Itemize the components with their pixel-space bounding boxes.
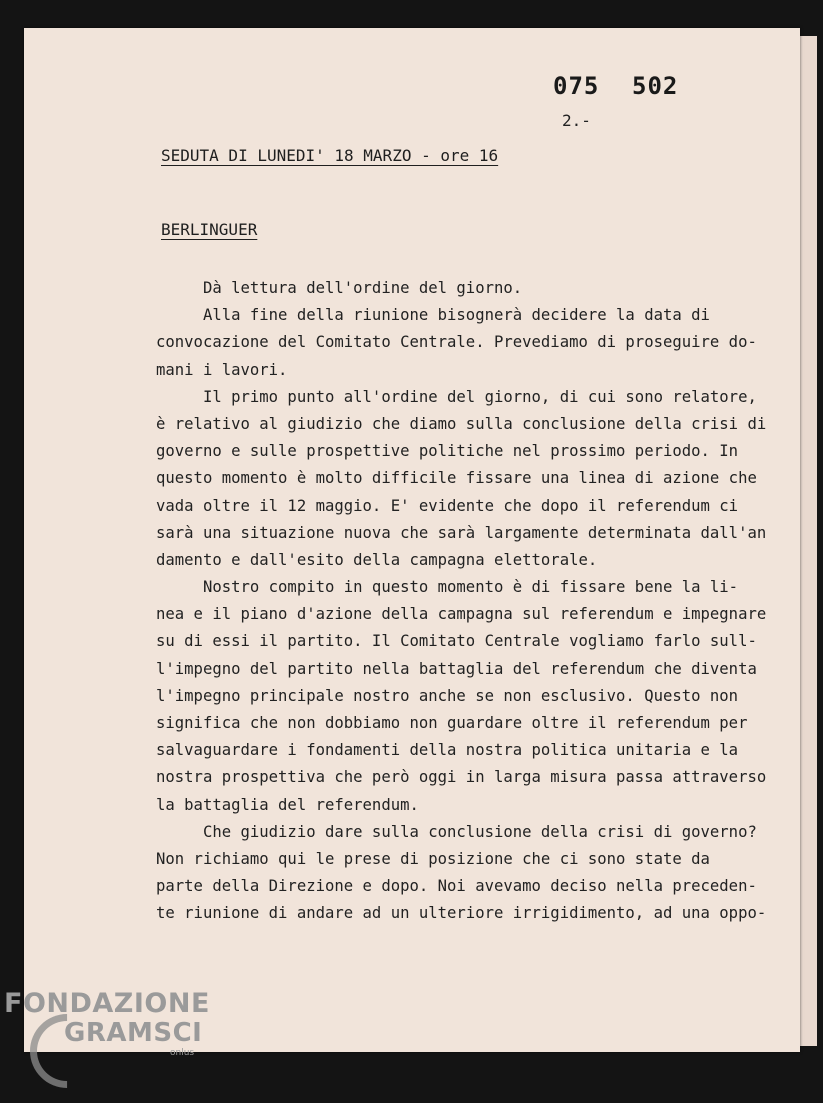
- speaker-heading: BERLINGUER: [161, 220, 258, 239]
- body-line: nostra prospettiva che però oggi in larga misura passa attraverso: [156, 768, 767, 787]
- body-line: la battaglia del referendum.: [156, 795, 419, 814]
- body-line: Il primo punto all'ordine del giorno, di cui sono relatore,: [156, 387, 757, 406]
- body-line: damento e dall'esito della campagna elettorale.: [156, 550, 598, 569]
- body-line: sarà una situazione nuova che sarà largamente determinata dall'an: [156, 523, 767, 542]
- watermark-line-3: onlus: [170, 1048, 195, 1058]
- watermark-line-2: GRAMSCI: [64, 1018, 203, 1048]
- body-line: questo momento è molto difficile fissare una linea di azione che: [156, 469, 757, 488]
- body-line: nea e il piano d'azione della campagna sul referendum e impegnare: [156, 605, 767, 624]
- body-line: mani i lavori.: [156, 360, 288, 379]
- body-line: Non richiamo qui le prese di posizione che ci sono state da: [156, 849, 710, 868]
- body-line: l'impegno del partito nella battaglia del referendum che diventa: [156, 659, 757, 678]
- watermark-line-1: FONDAZIONE: [4, 988, 210, 1019]
- body-line: è relativo al giudizio che diamo sulla conclusione della crisi di: [156, 414, 767, 433]
- body-line: Che giudizio dare sulla conclusione della crisi di governo?: [156, 822, 757, 841]
- watermark-logo: [4, 988, 210, 1058]
- body-line: Dà lettura dell'ordine del giorno.: [156, 279, 523, 297]
- body-line: Nostro compito in questo momento è di fissare bene la li-: [156, 578, 739, 597]
- body-line: convocazione del Comitato Centrale. Prevediamo di proseguire do-: [156, 333, 757, 352]
- body-line: su di essi il partito. Il Comitato Centrale vogliamo farlo sull-: [156, 632, 757, 651]
- body-line: te riunione di andare ad un ulteriore irrigidimento, ad una oppo-: [156, 904, 767, 923]
- archive-stamp-number-2: 502: [632, 72, 679, 100]
- body-line: Alla fine della riunione bisognerà decidere la data di: [156, 306, 710, 325]
- page-number: 2.-: [562, 111, 591, 130]
- body-line: parte della Direzione e dopo. Noi avevamo deciso nella preceden-: [156, 877, 757, 896]
- body-text: [156, 275, 784, 928]
- body-line: governo e sulle prospettive politiche nel prossimo periodo. In: [156, 442, 739, 461]
- archive-stamp-number-1: 075: [553, 72, 600, 100]
- session-heading: SEDUTA DI LUNEDI' 18 MARZO - ore 16: [161, 146, 499, 165]
- body-line: l'impegno principale nostro anche se non esclusivo. Questo non: [156, 686, 739, 705]
- body-line: significa che non dobbiamo non guardare oltre il referendum per: [156, 714, 748, 732]
- body-line: vada oltre il 12 maggio. E' evidente che dopo il referendum ci: [156, 496, 739, 515]
- body-line: salvaguardare i fondamenti della nostra politica unitaria e la: [156, 741, 739, 760]
